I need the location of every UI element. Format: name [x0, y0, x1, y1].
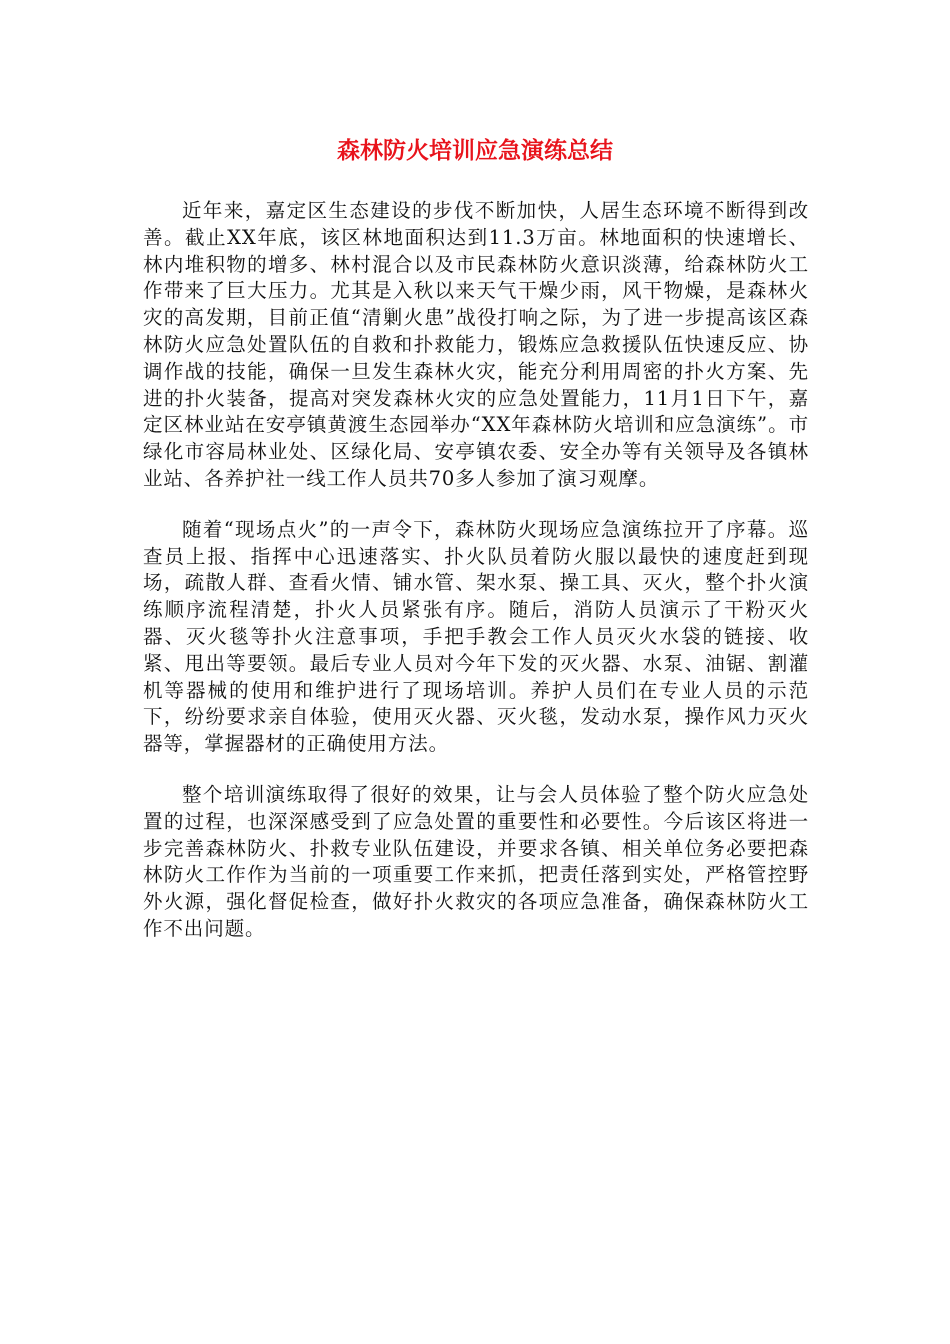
paragraph-1: 近年来，嘉定区生态建设的步伐不断加快，人居生态环境不断得到改善。截止XX年底，该区林地面积达到11.3万亩。林地面积的快速增长、林内堆积物的增多、林村混合以及市民森林防火意识淡薄，给森林防火工作带来了巨大压力。尤其是入秋以来天气干燥少雨，风干物燥，是森林火灾的高发期，目前正值“清剿火患”战役打响之际，为了进一步提高该区森林防火应急处置队伍的自救和扑救能力，锻炼应急救援队伍快速反应、协调作战的技能，确保一旦发生森林火灾，能充分利用周密的扑火方案、先进的扑火装备，提高对突发森林火灾的应急处置能力，11月1日下午，嘉定区林业站在安亭镇黄渡生态园举办“XX年森林防火培训和应急演练”。市绿化市容局林业处、区绿化局、安亭镇农委、安全办等有关领导及各镇林业站、各养护社一线工作人员共70多人参加了演习观摩。 [143, 199, 809, 490]
paragraph-2: 随着“现场点火”的一声令下，森林防火现场应急演练拉开了序幕。巡查员上报、指挥中心迅速落实、扑火队员着防火服以最快的速度赶到现场，疏散人群、查看火情、铺水管、架水泵、操工具、灭火，整个扑火演练顺序流程清楚，扑火人员紧张有序。随后，消防人员演示了干粉灭火器、灭火毯等扑火注意事项，手把手教会工作人员灭火水袋的链接、收紧、甩出等要领。最后专业人员对今年下发的灭火器、水泵、油锯、割灌机等器械的使用和维护进行了现场培训。养护人员们在专业人员的示范下，纷纷要求亲自体验，使用灭火器、灭火毯，发动水泵，操作风力灭火器等，掌握器材的正确使用方法。 [143, 517, 809, 756]
document-title: 森林防火培训应急演练总结 [337, 138, 613, 164]
document-body [143, 198, 809, 967]
paragraph-3: 整个培训演练取得了很好的效果，让与会人员体验了整个防火应急处置的过程，也深深感受到了应急处置的重要性和必要性。今后该区将进一步完善森林防火、扑救专业队伍建设，并要求各镇、相关单位务必要把森林防火工作作为当前的一项重要工作来抓，把责任落到实处，严格管控野外火源，强化督促检查，做好扑火救灾的各项应急准备，确保森林防火工作不出问题。 [143, 782, 809, 940]
